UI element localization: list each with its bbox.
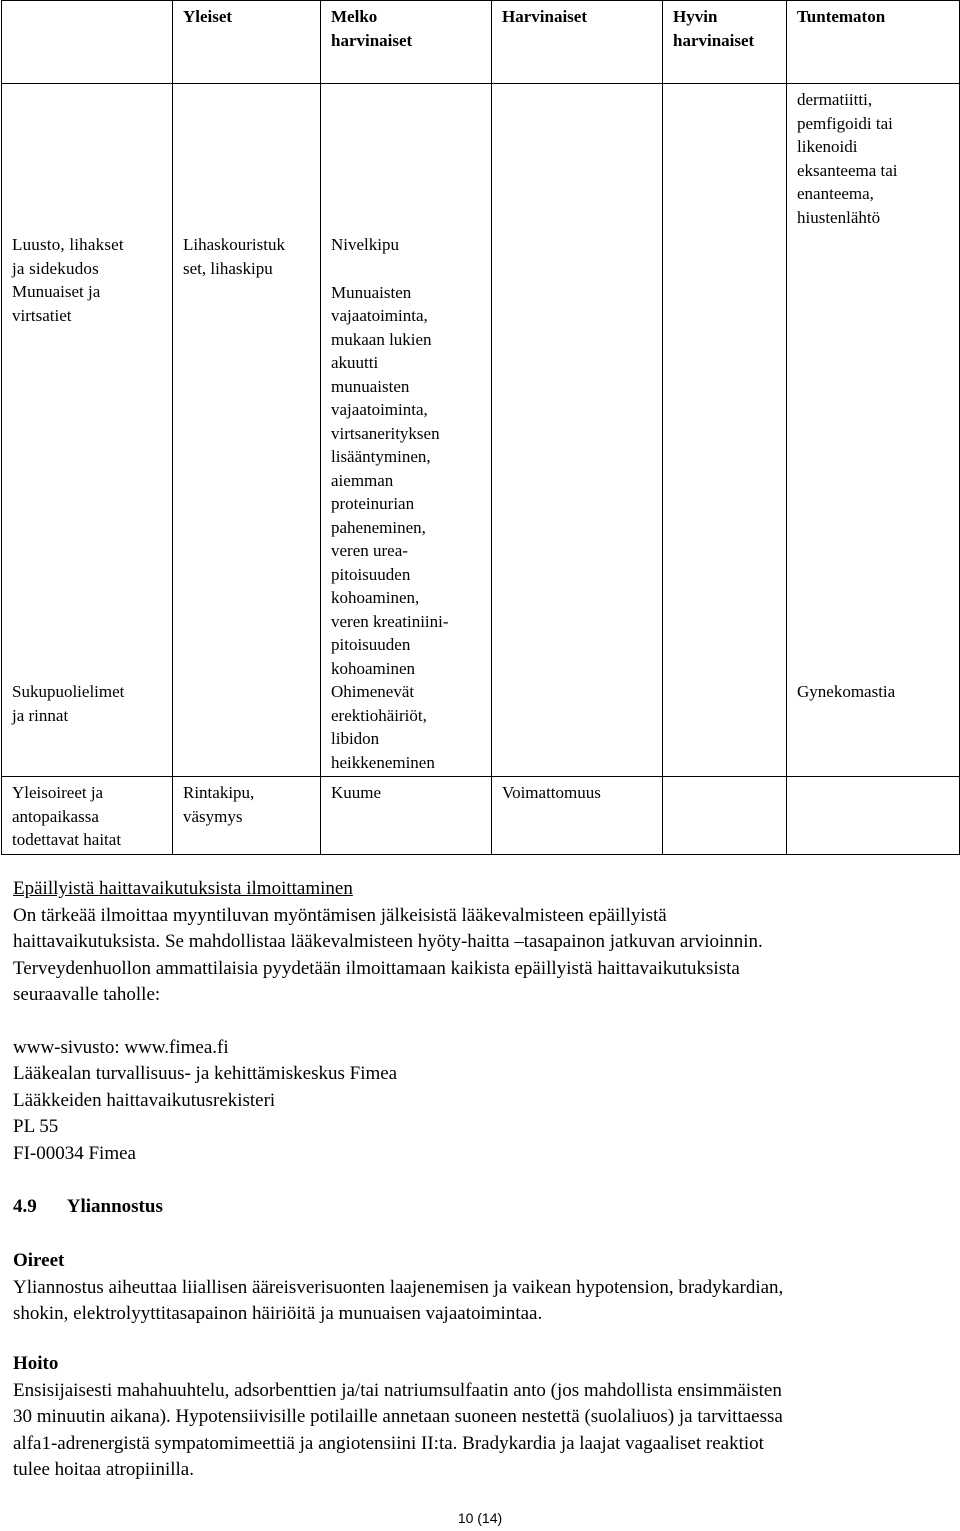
header-cell-organ <box>2 1 173 84</box>
header-melko-harvinaiset: Melko harvinaiset <box>321 1 492 84</box>
tuntematon-cell <box>787 84 960 777</box>
hoito-heading: Hoito <box>13 1353 59 1374</box>
adverse-effects-table <box>1 0 960 855</box>
organ-sukupuolielimet: Sukupuolielimet ja rinnat <box>12 682 125 725</box>
melko-kuume: Kuume <box>321 777 492 855</box>
reporting-text-line: seuraavalle taholle: <box>13 984 161 1005</box>
oireet-text-line: Yliannostus aiheuttaa liiallisen ääreisverisuonten laajenemisen ja vaikean hypotension, bradykardian, <box>13 1276 784 1298</box>
table-row <box>2 84 960 777</box>
reporting-text-line: On tärkeää ilmoittaa myyntiluvan myöntämisen jälkeisistä lääkevalmisteen epäillyistä <box>13 904 667 926</box>
section-title: Yliannostus <box>66 1196 163 1217</box>
reporting-text-line: Terveydenhuollon ammattilaisia pyydetään ilmoittamaan kaikista epäillyistä haittavaikutuksista <box>13 957 740 979</box>
empty-cell <box>787 777 960 855</box>
tuntematon-dermatiitti: dermatiitti, pemfigoidi tai likenoidi eksanteema tai enanteema, hiustenlähtö <box>797 90 898 227</box>
header-harvinaiset: Harvinaiset <box>492 1 663 84</box>
header-tuntematon: Tuntematon <box>787 1 960 84</box>
page-number: 10 (14) <box>457 1510 503 1526</box>
hyvin-harvinaiset-cell <box>663 84 787 777</box>
yleiset-cell <box>173 84 321 777</box>
hoito-text-line: 30 minuutin aikana). Hypotensiivisille potilaille annetaan suoneen nestettä (suolaliuos) ja tarvittaessa <box>13 1406 783 1427</box>
organ-luusto: Luusto, lihakset ja sidekudos <box>12 235 124 278</box>
reporting-website: www-sivusto: www.fimea.fi <box>13 1036 229 1058</box>
empty-cell <box>663 777 787 855</box>
hoito-section <box>13 1351 948 1484</box>
section-number: 4.9 <box>13 1196 37 1217</box>
reporting-register: Lääkkeiden haittavaikutusrekisteri <box>13 1089 276 1111</box>
organ-munuaiset: Munuaiset ja virtsatiet <box>12 282 101 325</box>
table-header-row <box>2 1 960 84</box>
oireet-section <box>13 1248 948 1328</box>
reporting-po-box: PL 55 <box>13 1116 59 1137</box>
melko-munuaiset: Munuaisten vajaatoiminta, mukaan lukien akuutti munuaisten vajaatoiminta, virtsanerityksen lisääntyminen, aiemman proteinurian paheneminen, veren urea- pitoisuuden kohoaminen, veren kreatiniini- pitoisuuden kohoaminen <box>331 282 449 678</box>
table-row <box>2 777 960 855</box>
reporting-postal: FI-00034 Fimea <box>13 1142 136 1164</box>
reporting-text-line: haittavaikutuksista. Se mahdollistaa lääkevalmisteen hyöty-haitta –tasapainon jatkuvan arvioinnin. <box>13 931 763 952</box>
tuntematon-gynekomastia: Gynekomastia <box>797 682 896 701</box>
hoito-text-line: tulee hoitaa atropiinilla. <box>13 1459 194 1480</box>
harvinaiset-voimattomuus: Voimattomuus <box>492 777 663 855</box>
reporting-org: Lääkealan turvallisuus- ja kehittämiskeskus Fimea <box>13 1063 398 1084</box>
reporting-section <box>13 876 948 1167</box>
yleiset-rintakipu: Rintakipu, väsymys <box>173 777 321 855</box>
yleiset-lihaskouristukset: Lihaskouristuk set, lihaskipu <box>183 235 285 278</box>
melko-nivelkipu: Nivelkipu <box>331 235 399 254</box>
melko-sukupuoli: Ohimenevät erektiohäiriöt, libidon heikkeneminen <box>331 682 435 772</box>
oireet-text-line: shokin, elektrolyyttitasapainon häiriöitä ja munuaisen vajaatoimintaa. <box>13 1303 543 1324</box>
header-hyvin-harvinaiset: Hyvin harvinaiset <box>663 1 787 84</box>
reporting-heading: Epäillyistä haittavaikutuksista ilmoittaminen <box>13 878 353 899</box>
organ-yleisoireet: Yleisoireet ja antopaikassa todettavat haitat <box>2 777 173 855</box>
hoito-text-line: alfa1-adrenergistä sympatomimeettiä ja angiotensiini II:ta. Bradykardia ja laajat vagaaliset reaktiot <box>13 1432 764 1454</box>
organ-cell <box>2 84 173 777</box>
hoito-text-line: Ensisijaisesti mahahuuhtelu, adsorbenttien ja/tai natriumsulfaatin anto (jos mahdollista ensimmäisten <box>13 1379 782 1401</box>
melko-cell <box>321 84 492 777</box>
harvinaiset-cell <box>492 84 663 777</box>
oireet-heading: Oireet <box>13 1250 65 1271</box>
header-yleiset: Yleiset <box>173 1 321 84</box>
section-heading <box>13 1194 948 1221</box>
